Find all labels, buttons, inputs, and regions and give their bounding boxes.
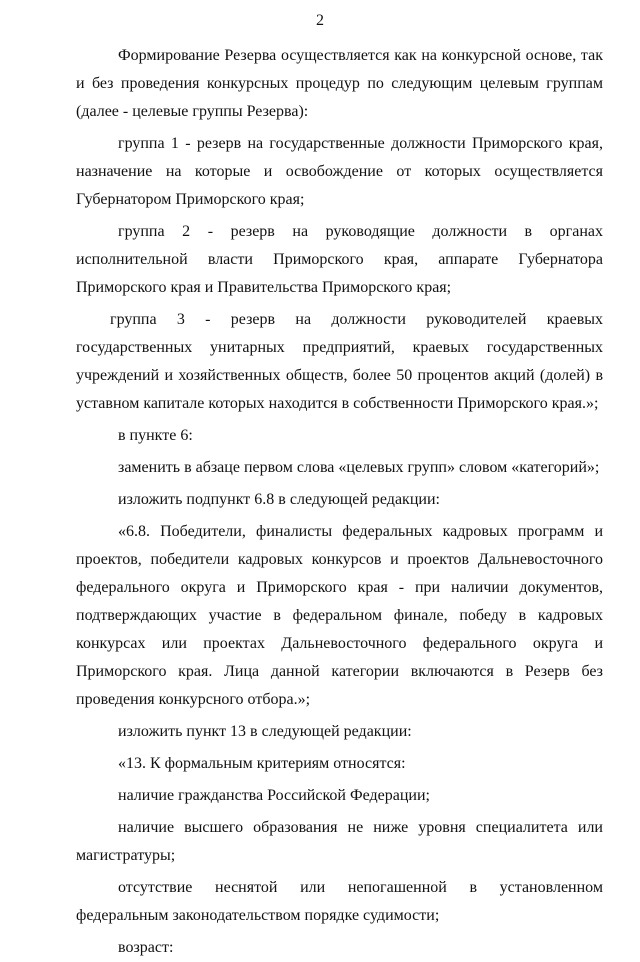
paragraph-point-13: «13. К формальным критериям относятся: — [118, 755, 406, 772]
paragraph-replace-words: заменить в абзаце первом слова «целевых групп» словом «категорий»; — [118, 459, 600, 476]
paragraph-citizenship: наличие гражданства Российской Федерации; — [118, 787, 430, 804]
paragraph-no-conviction: отсутствие неснятой или непогашенной в установленном федеральным законодательством порядке судимости; — [76, 879, 603, 924]
paragraph-subpoint-6-8: «6.8. Победители, финалисты федеральных кадровых программ и проектов, победители кадровых конкурсов и проектов Дальневосточного федерального округа и Приморского края - при наличии документов, подтверждающих участие в федеральном финале, победу в кадровых конкурсах или проектах Дальневосточного федерального округа и Приморского края. Лица данной категории включаются в Резерв без проведения конкурсного отбора.»; — [76, 523, 603, 708]
paragraph-education: наличие высшего образования не ниже уровня специалитета или магистратуры; — [76, 819, 603, 864]
paragraph-group-2: группа 2 - резерв на руководящие должности в органах исполнительной власти Приморского края, аппарате Губернатора Приморского края и Правительства Приморского края; — [76, 223, 603, 296]
page-number: 2 — [316, 12, 324, 29]
paragraph-point-13-intro: изложить пункт 13 в следующей редакции: — [118, 723, 412, 740]
paragraph-group-1: группа 1 - резерв на государственные должности Приморского края, назначение на которые и освобождение от которых осуществляется Губернатором Приморского края; — [76, 135, 603, 208]
paragraph-group-3: группа 3 - резерв на должности руководителей краевых государственных унитарных предприятий, краевых государственных учреждений и хозяйственных обществ, более 50 процентов акций (долей) в уставном капитале которых находится в собственности Приморского края.»; — [76, 311, 603, 412]
paragraph-intro: Формирование Резерва осуществляется как на конкурсной основе, так и без проведения конкурсных процедур по следующим целевым группам (далее - целевые группы Резерва): — [76, 47, 603, 120]
document-body — [76, 42, 603, 962]
paragraph-subpoint-6-8-intro: изложить подпункт 6.8 в следующей редакции: — [118, 491, 440, 508]
paragraph-point-6: в пункте 6: — [118, 427, 193, 444]
paragraph-age: возраст: — [118, 939, 174, 956]
